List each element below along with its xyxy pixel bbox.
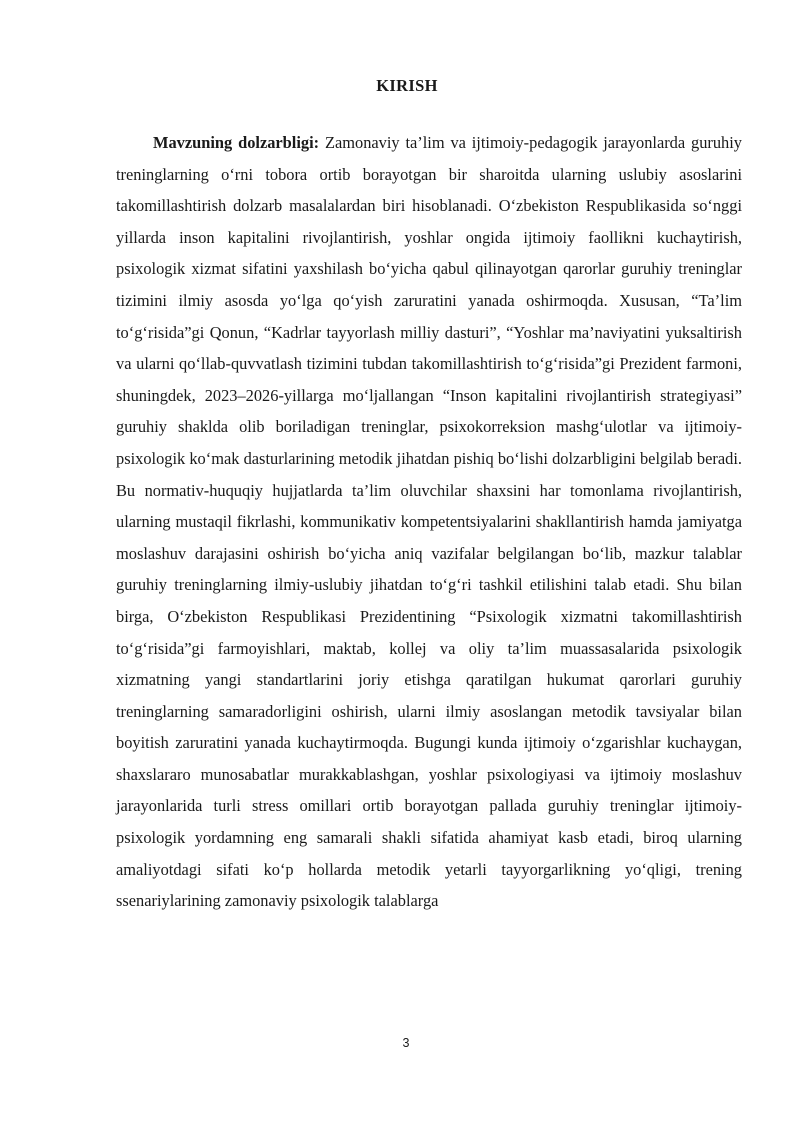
page-number: 3 bbox=[402, 1036, 410, 1050]
paragraph-text: Zamonaviy ta’lim va ijtimoiy-pedagogik jarayonlarda guruhiy treninglarning o‘rni tobora ortib borayotgan bir sharoitda ularning uslubiy asoslarini takomillashtirish dolzarb masalalardan biri hisoblanadi. O‘zbekiston Respublikasida so‘nggi yillarda inson kapitalini rivojlantirish, yoshlar ongida ijtimoiy faollikni kuchaytirish, psixologik xizmat sifatini yaxshilash bo‘yicha qabul qilinayotgan qarorlar guruhiy treninglar tizimini ilmiy asosda yo‘lga qo‘yish zaruratini yanada oshirmoqda. Xususan, “Ta’lim to‘g‘risida”gi Qonun, “Kadrlar tayyorlash milliy dasturi”, “Yoshlar ma’naviyatini yuksaltirish va ularni qo‘llab-quvvatlash tizimini tubdan takomillashtirish to‘g‘risida”gi Prezident farmoni, shuningdek, 2023–2026-yillarga mo‘ljallangan “Inson kapitalini rivojlantirish strategiyasi” guruhiy shaklda olib boriladigan treninglar, psixokorreksion mashg‘ulotlar va ijtimoiy-psixologik ko‘mak dasturlarining metodik jihatdan pishiq bo‘lishi dolzarbligini belgilab beradi. Bu normativ-huquqiy hujjatlarda ta’lim oluvchilar shaxsini har tomonlama rivojlantirish, ularning mustaqil fikrlashi, kommunikativ kompetentsiyalarini shakllantirish hamda jamiyatga moslashuv darajasini oshirish bo‘yicha aniq vazifalar belgilangan bo‘lib, mazkur talablar guruhiy treninglarning ilmiy-uslubiy jihatdan to‘g‘ri tashkil etilishini talab etadi. Shu bilan birga, O‘zbekiston Respublikasi Prezidentining “Psixologik xizmatni takomillashtirish to‘g‘risida”gi farmoyishlari, maktab, kollej va oliy ta’lim muassasalarida psixologik xizmatning yangi standartlarini joriy etishga qaratilgan hukumat qarorlari guruhiy treninglarning samaradorligini oshirish, ularni ilmiy asoslangan metodik tavsiyalar bilan boyitish zaruratini yanada kuchaytirmoqda. Bugungi kunda ijtimoiy o‘zgarishlar kuchaygan, shaxslararo munosabatlar murakkablashgan, yoshlar psixologiyasi va ijtimoiy moslashuv jarayonlarida turli stress omillari ortib borayotgan pallada guruhiy treninglar ijtimoiy-psixologik yordamning eng samarali shakli sifatida ahamiyat kasb etadi, biroq ularning amaliyotdagi sifati ko‘p hollarda metodik yetarli tayyorgarlikning yo‘qligi, trening ssenariylarining zamonaviy psixologik talablarga bbox=[116, 133, 742, 911]
body-paragraph bbox=[116, 127, 742, 917]
section-heading: KIRISH bbox=[376, 76, 438, 95]
lead-label: Mavzuning dolzarbligi: bbox=[153, 133, 320, 152]
